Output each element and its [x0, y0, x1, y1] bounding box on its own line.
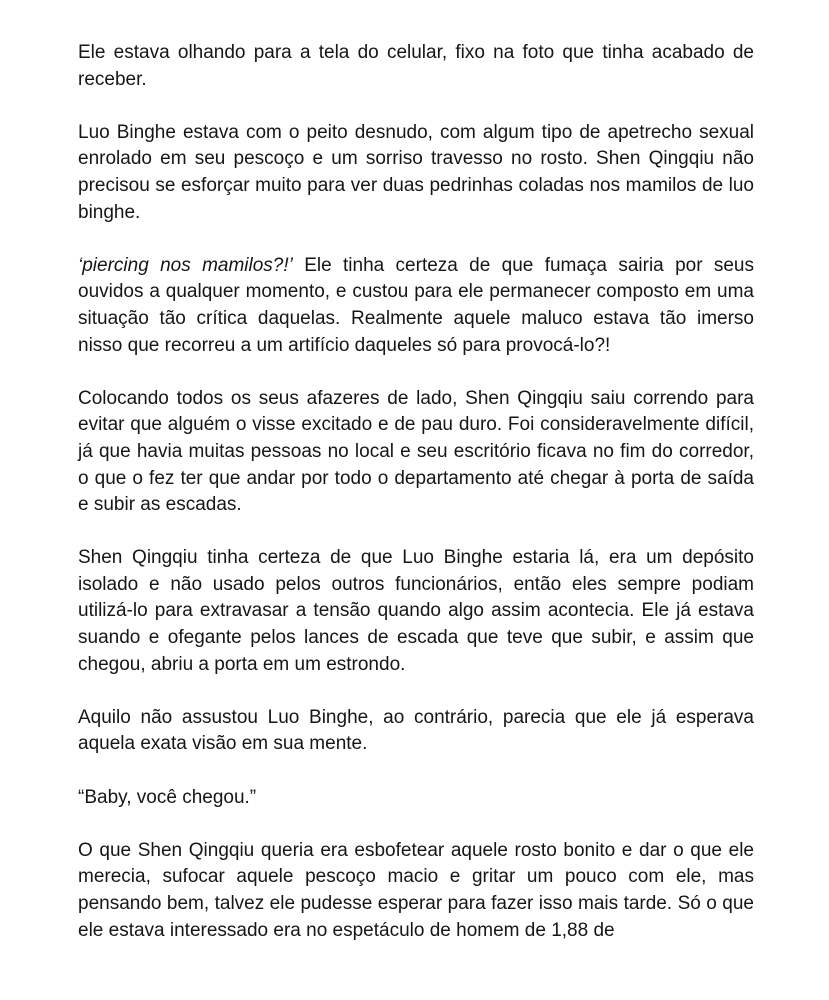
paragraph-7-text: “Baby, você chegou.”: [78, 786, 257, 808]
paragraph-7-dialogue: [78, 785, 754, 812]
paragraph-3-text: Ele tinha certeza de que fumaça sairia por seus ouvidos a qualquer momento, e custou para ele permanecer composto em uma situação tão crítica daquelas. Realmente aquele maluco estava tão imerso nisso que recorreu a um artifício daqueles só para provocá-lo?!: [78, 254, 755, 356]
paragraph-1-text: Ele estava olhando para a tela do celular, fixo na foto que tinha acabado de receber.: [78, 42, 754, 90]
paragraph-2: [78, 120, 754, 226]
paragraph-8-text: O que Shen Qingqiu queria era esbofetear aquele rosto bonito e dar o que ele merecia, sufocar aquele pescoço macio e gritar um pouco com ele, mas pensando bem, talvez ele pudesse esperar para fazer isso mais tarde. Só o que ele estava interessado era no espetáculo de homem de 1,88 de: [78, 839, 754, 941]
paragraph-5-text: Shen Qingqiu tinha certeza de que Luo Binghe estaria lá, era um depósito isolado e não usado pelos outros funcionários, então eles sempre podiam utilizá-lo para extravasar a tensão quando algo assim acontecia. Ele já estava suando e ofegante pelos lances de escada que teve que subir, e assim que chegou, abriu a porta em um estrondo.: [78, 547, 754, 675]
paragraph-4-text: Colocando todos os seus afazeres de lado, Shen Qingqiu saiu correndo para evitar que alguém o visse excitado e de pau duro. Foi consideravelmente difícil, já que havia muitas pessoas no local e seu escritório ficava no fim do corredor, o que o fez ter que andar por todo o departamento até chegar à porta de saída e subir as escadas.: [78, 387, 754, 516]
paragraph-6: [78, 705, 754, 758]
paragraph-8: [78, 838, 754, 944]
paragraph-6-text: Aquilo não assustou Luo Binghe, ao contrário, parecia que ele já esperava aquela exata visão em sua mente.: [78, 706, 754, 755]
paragraph-3: [78, 253, 754, 359]
paragraph-3-italic-thought: ‘piercing nos mamilos?!’: [78, 254, 293, 276]
paragraph-4: [78, 386, 754, 519]
paragraph-1: [78, 40, 754, 93]
document-page: [78, 40, 754, 944]
paragraph-5: [78, 545, 754, 678]
paragraph-2-text: Luo Binghe estava com o peito desnudo, com algum tipo de apetrecho sexual enrolado em seu pescoço e um sorriso travesso no rosto. Shen Qingqiu não precisou se esforçar muito para ver duas pedrinhas coladas nos mamilos de luo binghe.: [78, 121, 754, 223]
